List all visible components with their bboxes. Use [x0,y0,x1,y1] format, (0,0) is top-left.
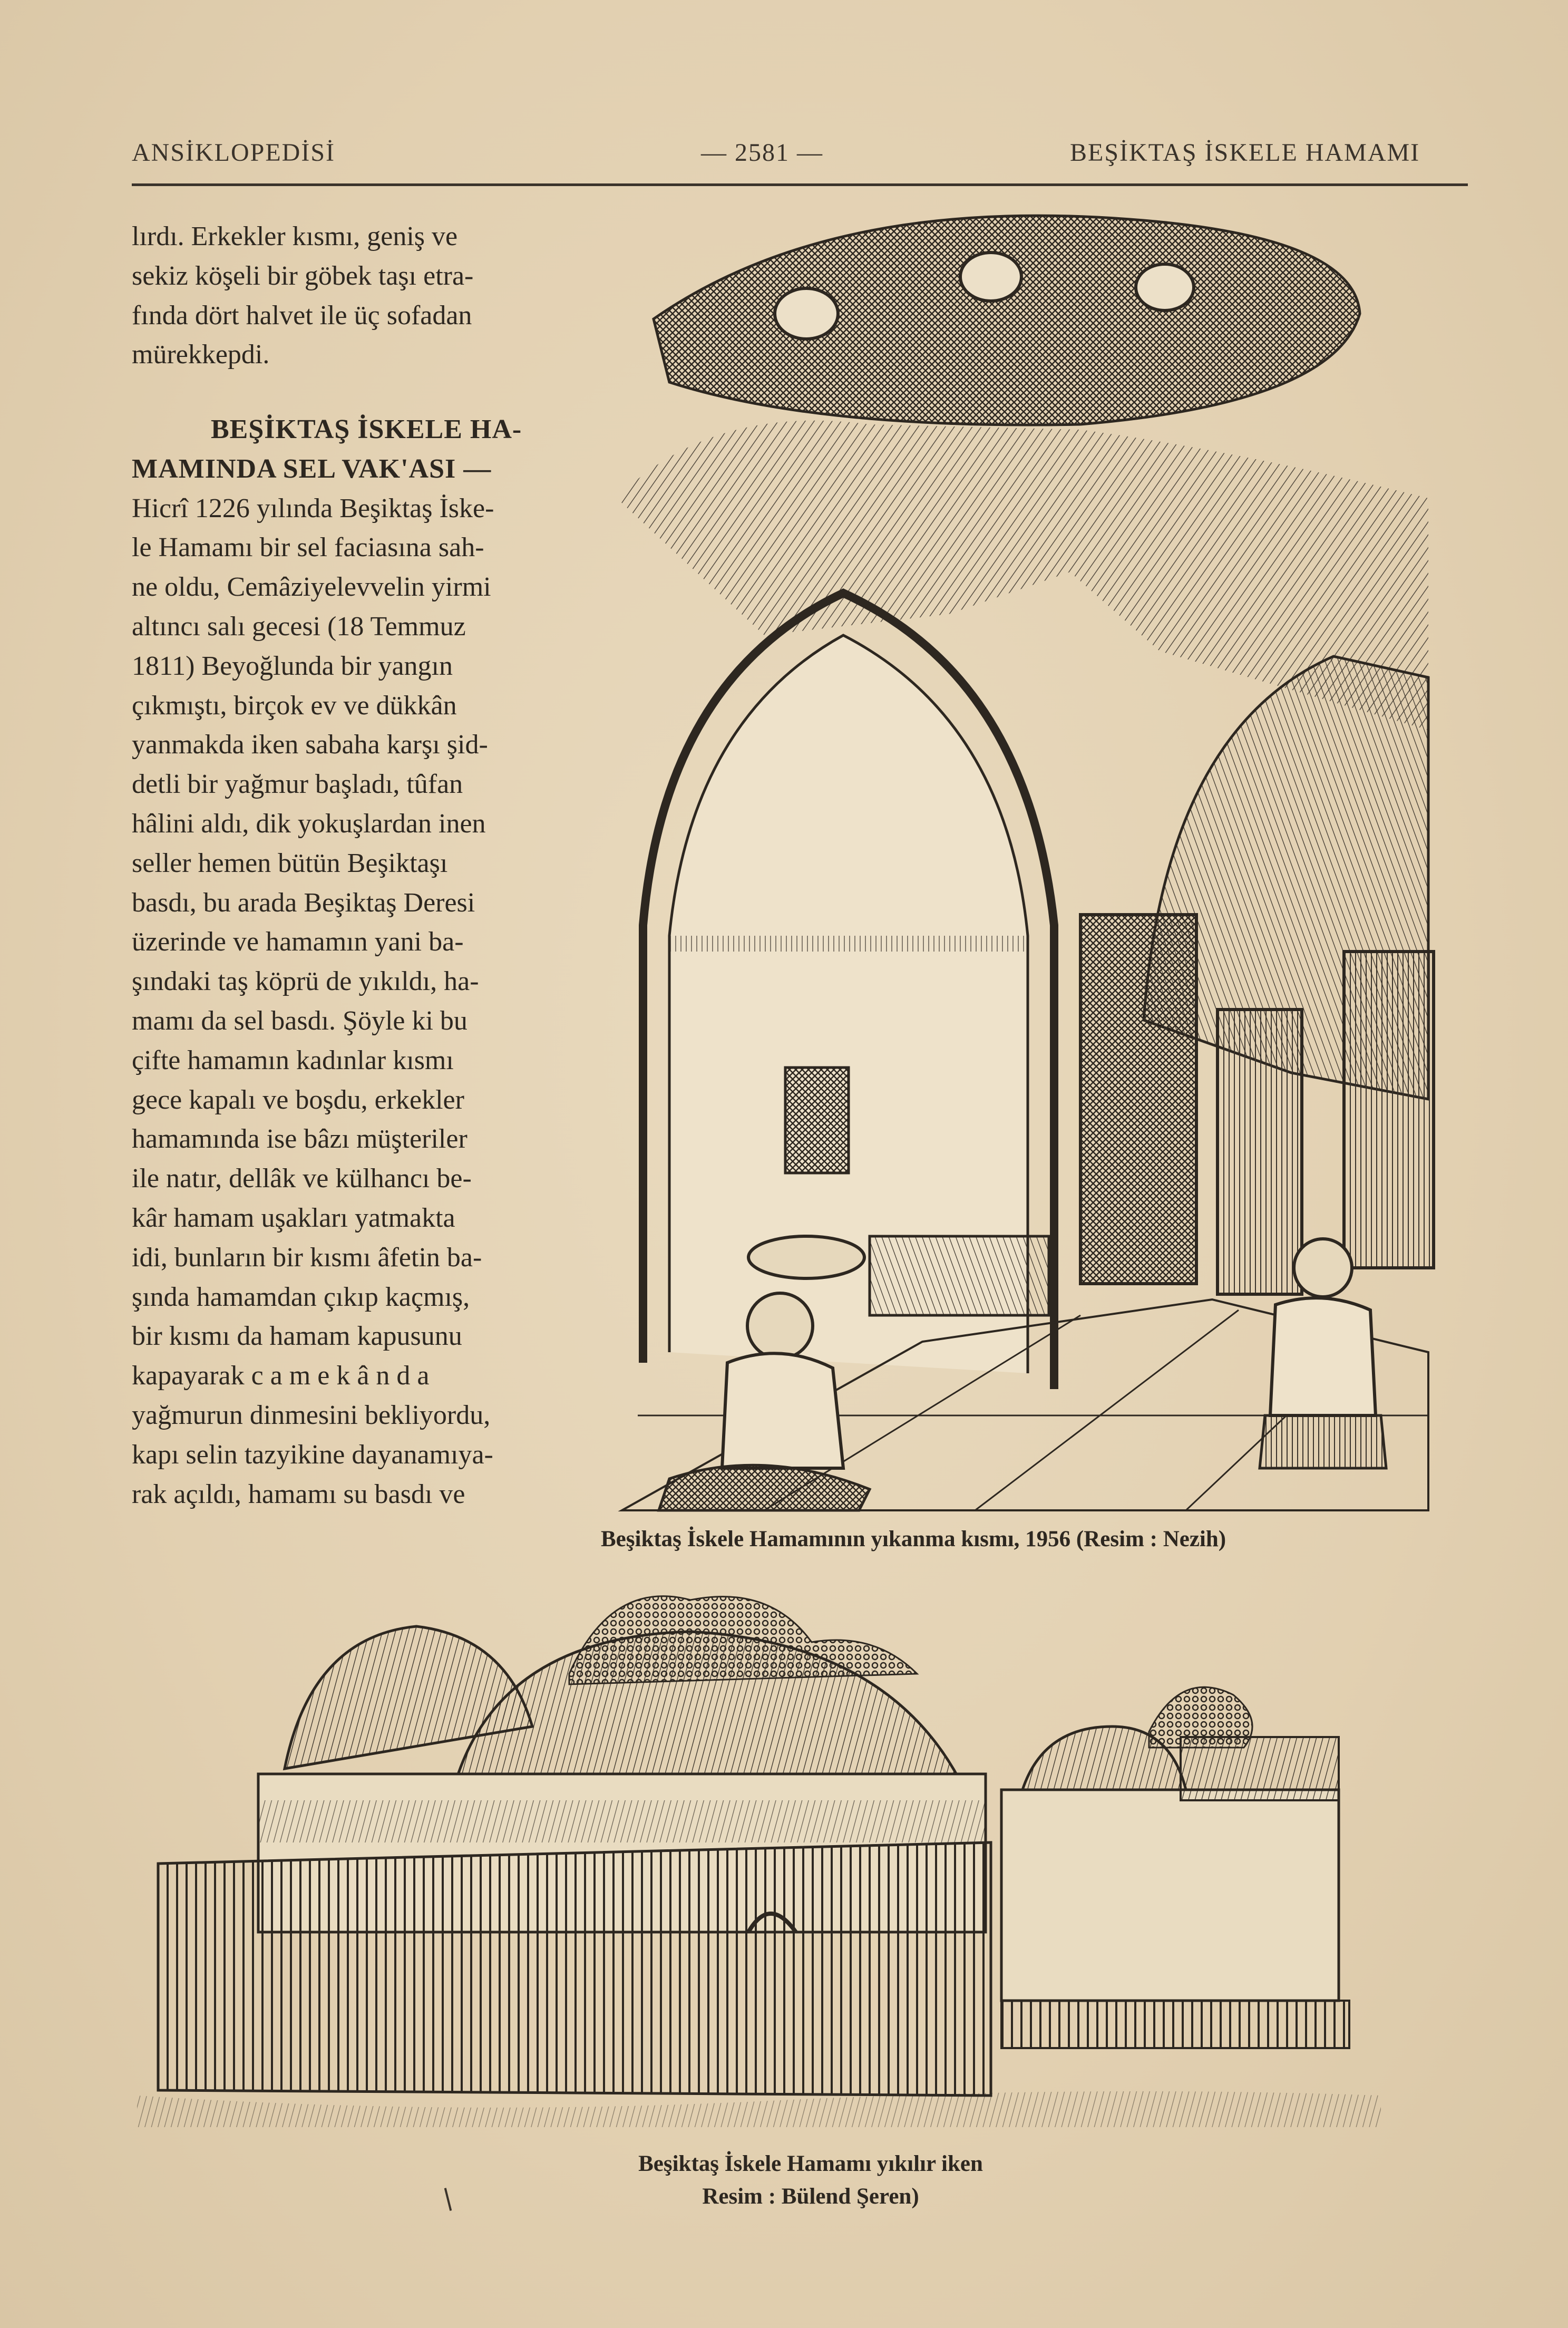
intro-paragraph [132,217,590,375]
text-line: hâlini aldı, dik yokuşlardan inen [132,808,486,839]
text-line: yağmurun dinmesini bekliyordu, [132,1400,491,1430]
text-line: basdı, bu arada Beşiktaş Deresi [132,887,475,918]
text-line: Hicrî 1226 yılında Beşiktaş İske- [132,493,494,523]
text-line: hamamında ise bâzı müşteriler [132,1124,468,1155]
running-header-right: BEŞİKTAŞ İSKELE HAMAMI [1070,139,1420,167]
text-line: yanmakda iken sabaha karşı şid- [132,730,488,760]
grilled-window [785,1068,849,1173]
text-line: fında dört halvet ile üç sofadan [132,300,472,331]
text-line: kapı selin tazyikine dayanamıya- [132,1439,493,1470]
text-line: ile natır, dellâk ve külhancı be- [132,1163,472,1194]
annex-wall [1001,1790,1339,2001]
dome-ceiling [654,216,1360,425]
hammam-interior-illustration [606,203,1460,1518]
kurna-basin [748,1236,864,1278]
text-line: şındaki taş köprü de yıkıldı, ha- [132,966,479,997]
bottom-figure-credit: Resim : Bülend Şeren) [702,2184,919,2209]
skylight-icon [775,288,838,339]
text-line: mürekkepdi. [132,340,270,370]
text-line: çifte hamamın kadınlar kısmı [132,1045,454,1075]
text-line: gece kapalı ve boşdu, erkekler [132,1084,464,1115]
doorway [1218,1010,1302,1294]
page-number: — 2581 — [701,139,823,167]
text-line: mamı da sel basdı. Şöyle ki bu [132,1005,468,1036]
skylight-icon [1136,264,1194,311]
text-line: detli bir yağmur başladı, tûfan [132,769,463,800]
wooden-fence [158,1842,991,2096]
text-line: sekiz köşeli bir göbek taşı etra- [132,260,474,291]
fence-right [1001,2001,1349,2048]
doorway [1344,952,1434,1268]
bath-wall-shade [258,1800,986,1842]
text-line: bir kısmı da hamam kapusunu [132,1321,462,1352]
text-line: lırdı. Erkekler kısmı, geniş ve [132,221,458,251]
text-line: kâr hamam uşakları yatmakta [132,1202,455,1233]
bottom-figure-caption: Beşiktaş İskele Hamamı yıkılır iken [638,2151,983,2176]
ground [137,2091,1381,2127]
text-line: idi, bunların bir kısmı âfetin ba- [132,1242,482,1273]
running-header-left: ANSİKLOPEDİSİ [132,139,335,167]
header-rule [132,183,1468,186]
text-line: le Hamamı bir sel faciasına sah- [132,532,484,563]
arch-band [669,936,1028,952]
section-heading: MAMINDA SEL VAK'ASI — [132,453,492,484]
text-line: seller hemen bütün Beşiktaşı [132,848,448,878]
hammam-exterior-illustration [137,1568,1402,2132]
text-line: üzerinde ve hamamın yani ba- [132,927,464,957]
text-line: rak açıldı, hamamı su basdı ve [132,1479,465,1509]
text-line: ne oldu, Cemâziyelevvelin yirmi [132,572,491,603]
text-line: kapayarak c a m e k â n d a [132,1361,430,1391]
article-section [132,410,590,1514]
annex-roof [1181,1737,1339,1800]
text-line: çıkmıştı, birçok ev ve dükkân [132,690,457,721]
top-figure-caption: Beşiktaş İskele Hamamının yıkanma kısmı, 1956 (Resim : Nezih) [601,1527,1226,1551]
text-line: şında hamamdan çıkıp kaçmış, [132,1282,470,1312]
skylight-icon [960,253,1021,301]
section-heading: BEŞİKTAŞ İSKELE HA- [211,414,522,444]
basin-platform [870,1236,1049,1315]
text-line: 1811) Beyoğlunda bir yangın [132,651,453,681]
doorway [1080,915,1196,1284]
text-line: altıncı salı gecesi (18 Temmuz [132,611,466,642]
